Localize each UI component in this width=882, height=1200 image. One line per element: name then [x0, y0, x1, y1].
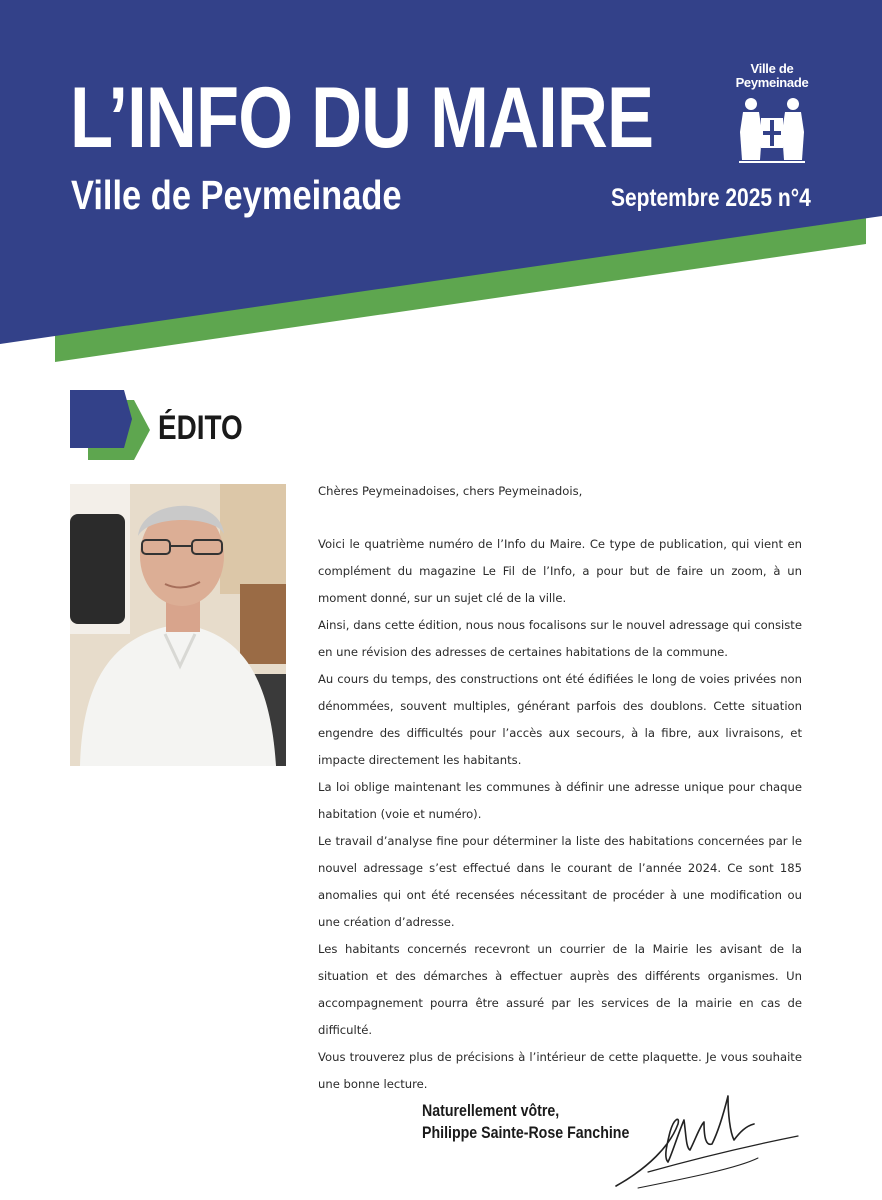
logo-line-2: Peymeinade — [735, 75, 809, 90]
salutation: Chères Peymeinadoises, chers Peymeinadois, — [318, 484, 583, 498]
issue-date: Septembre 2025 n°4 — [611, 184, 811, 212]
signatory-name: Philippe Sainte-Rose Fanchine — [422, 1124, 630, 1142]
two-figures-with-cross-icon — [737, 92, 807, 164]
logo-line-1: Ville de — [750, 61, 794, 76]
portrait-photo — [70, 484, 286, 766]
letter-paragraph: La loi oblige maintenant les communes à définir une adresse unique pour chaque habitation (voie et numéro). — [318, 780, 802, 821]
letter-paragraph: Les habitants concernés recevront un courrier de la Mairie les avisant de la situation et des démarches à effectuer auprès des différents organismes. Un accompagnement pourra être assuré par les services de la mairie en cas de difficulté. — [318, 942, 802, 1037]
closing-line: Naturellement vôtre, — [422, 1102, 560, 1120]
chevron-arrow-icon — [70, 390, 154, 462]
closing-block — [422, 1100, 629, 1144]
edito-letter — [318, 478, 802, 1098]
letter-paragraph: Au cours du temps, des constructions ont été édifiées le long de voies privées non dénommées, souvent multiples, générant parfois des doublons. Cette situation engendre des difficultés pour l’accès aux secours, à la fibre, aux livraisons, et impacte directement les habitants. — [318, 672, 802, 767]
handwritten-signature — [608, 1088, 808, 1192]
letter-paragraph: Le travail d’analyse fine pour déterminer la liste des habitations concernées par le nouvel adressage s’est effectué dans le courant de l’année 2024. Ce sont 185 anomalies qui ont été recensées nécessitant de procéder à une modification ou une création d’adresse. — [318, 834, 802, 929]
section-title: ÉDITO — [158, 409, 243, 447]
page-title: L’INFO DU MAIRE — [70, 70, 654, 166]
letter-paragraph: Voici le quatrième numéro de l’Info du Maire. Ce type de publication, qui vient en complément du magazine Le Fil de l’Info, a pour but de faire un zoom, à un moment donné, sur un sujet clé de la ville. — [318, 537, 802, 605]
letter-paragraph: Vous trouverez plus de précisions à l’intérieur de cette plaquette. Je vous souhaite une bonne lecture. — [318, 1050, 802, 1091]
letter-paragraph: Ainsi, dans cette édition, nous nous focalisons sur le nouvel adressage qui consiste en une révision des adresses de certaines habitations de la commune. — [318, 618, 802, 659]
page-subtitle: Ville de Peymeinade — [71, 172, 402, 218]
city-logo — [734, 62, 810, 162]
